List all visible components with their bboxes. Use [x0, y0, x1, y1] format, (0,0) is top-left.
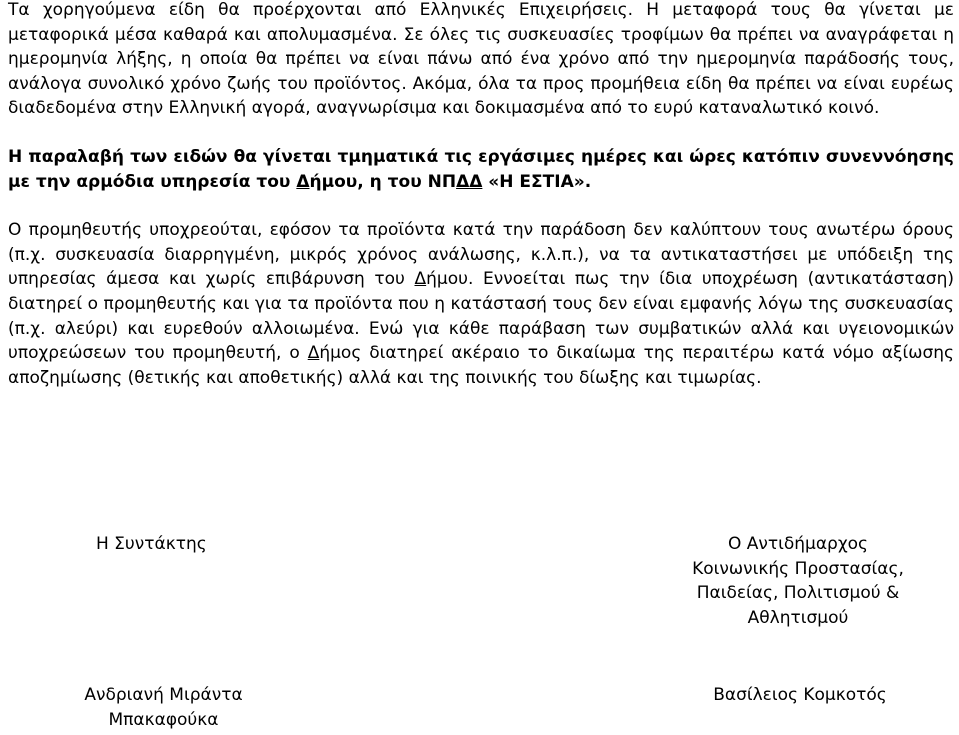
- delivery-text-4: ΔΔ: [456, 171, 483, 192]
- signature-left-title: [96, 532, 234, 557]
- obligation-text-2: Δ: [414, 269, 427, 290]
- paragraph-supply-terms: Τα χορηγούμενα είδη θα προέρχονται από Ελληνικές Επιχειρήσεις. Η μεταφορά τους θα γίνεται με μεταφορικά μέσα καθαρά και απολυμασμένα. Σε όλες τις συσκευασίες τροφίμων θα πρέπει να αναγράφεται η ημερομηνία λήξης, η οποία θα πρέπει να είναι πάνω από ένα χρόνο από την ημερομηνία παράδοσής τους, ανάλογα συνολικό χρόνο ζωής του προϊόντος. Ακόμα, όλα τα προς προμήθεια είδη θα πρέπει να είναι ευρέως διαδεδομένα στην Ελληνική αγορά, αναγνωρίσιμα και δοκιμασμένα από το ευρύ καταναλωτικό κοινό.: [8, 0, 954, 119]
- author-role: Η Συντάκτης: [96, 534, 207, 554]
- author-name-line2: Μπακαφούκα: [108, 709, 219, 730]
- signature-right-title: [668, 532, 928, 630]
- paragraph-supplier-obligations: [8, 218, 954, 390]
- document-body: [8, 0, 954, 390]
- delivery-text-2: Δ: [296, 171, 310, 192]
- delivery-text-1: Η παραλαβή των ειδών θα γίνεται τμηματικά τις εργάσιμες ημέρες και ώρες κατόπιν συνεννόησης με την αρμόδια υπηρεσία του: [8, 146, 954, 192]
- delivery-text-5: «Η ΕΣΤΙΑ».: [482, 171, 592, 192]
- obligation-text-4: Δ: [307, 343, 320, 364]
- deputy-mayor-role-line2: Κοινωνικής Προστασίας,: [692, 558, 904, 579]
- obligation-text-3: ήμου. Εννοείται πως την ίδια υποχρέωση (αντικατάσταση) διατηρεί ο προμηθευτής και για τα προϊόντα που η κατάστασή τους δεν είναι εμφανής λόγω της συσκευασίας (π.χ. αλεύρι) και ευρεθούν αλλοιωμένα. Ενώ για κάθε παράβαση των συμβατικών αλλά και υγειονομικών υποχρεώσεων του προμηθευτή, ο: [8, 269, 954, 364]
- signature-left-name: [66, 683, 261, 732]
- author-name-line1: Ανδριανή Μιράντα: [84, 685, 243, 705]
- deputy-mayor-role-line3: Παιδείας, Πολιτισμού &: [696, 583, 900, 604]
- signature-right-name: [690, 683, 910, 708]
- deputy-mayor-name: Βασίλειος Κομκοτός: [713, 685, 887, 705]
- deputy-mayor-role-line1: Ο Αντιδήμαρχος: [727, 534, 869, 554]
- obligation-text-5: ήμος διατηρεί ακέραιο το δικαίωμα της περαιτέρω κατά νόμο αξίωσης αποζημίωσης (θετικής και αποθετικής) αλλά και της ποινικής του δίωξης και τιμωρίας.: [8, 343, 954, 388]
- paragraph-delivery-terms: [8, 145, 954, 194]
- delivery-text-3: ήμου, η του ΝΠ: [309, 171, 457, 192]
- deputy-mayor-role-line4: Αθλητισμού: [747, 607, 849, 628]
- obligation-text-1: Ο προμηθευτής υποχρεούται, εφόσον τα προϊόντα κατά την παράδοση δεν καλύπτουν τους ανωτέρω όρους (π.χ. συσκευασία διαρρηγμένη, μικρός χρόνος ανάλωσης, κ.λ.π.), να τα αντικαταστήσει με υπόδειξη της υπηρεσίας άμεσα και χωρίς επιβάρυνση του: [8, 220, 954, 290]
